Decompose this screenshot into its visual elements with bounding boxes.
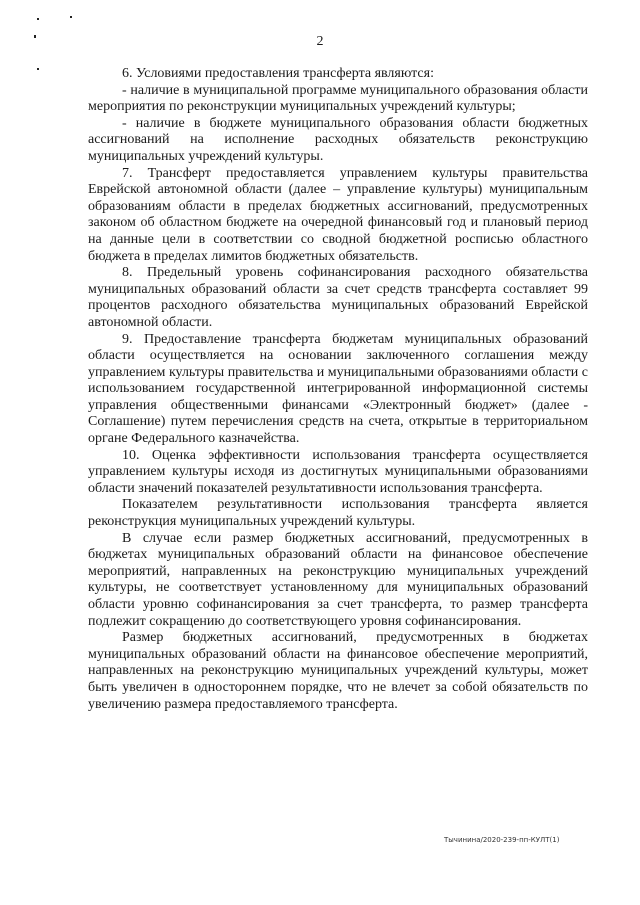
paragraph-condition-program: - наличие в муниципальной программе муниципального образования области мероприятия по реконструкции муниципальных учреждений культуры; — [88, 82, 588, 115]
scan-speck — [37, 18, 39, 20]
paragraph-increase: Размер бюджетных ассигнований, предусмотренных в бюджетах муниципальных образований области на финансовое обеспечение мероприятий, направленных на реконструкцию муниципальных учреждений культуры, может быть увеличен в одностороннем порядке, что не влечет за собой обязательств по увеличению размера предоставляемого трансферта. — [88, 630, 588, 712]
paragraph-clause-10: 10. Оценка эффективности использования трансферта осуществляется управлением культуры исходя из достигнутых муниципальными образованиями области значений показателей результативности использования трансферта. — [88, 447, 588, 496]
document-code: Тычинина/2020-239-пп-КУЛТ(1) — [444, 836, 560, 844]
scan-speck — [70, 16, 72, 18]
paragraph-clause-9: 9. Предоставление трансферта бюджетам муниципальных образований области осуществляется на основании заключенного соглашения между управлением культуры правительства и муниципальными образованиями области с использованием государственной интегрированной информационной системы управления общественными финансами «Электронный бюджет» (далее - Соглашение) путем перечисления средств на счета, открытые в территориальном органе Федерального казначейства. — [88, 331, 588, 447]
scan-speck — [37, 68, 39, 70]
paragraph-indicator: Показателем результативности использования трансферта является реконструкция муниципальных учреждений культуры. — [88, 497, 588, 530]
page-number: 2 — [316, 34, 324, 49]
paragraph-clause-7: 7. Трансферт предоставляется управлением культуры правительства Еврейской автономной области (далее – управление культуры) муниципальным образованиям области в пределах бюджетных ассигнований, предусмотренных законом об областном бюджете на очередной финансовый год и плановый период на данные цели в соответствии со сводной бюджетной росписью областного бюджета в пределах лимитов бюджетных обязательств. — [88, 165, 588, 264]
paragraph-condition-budget: - наличие в бюджете муниципального образования области бюджетных ассигнований на исполнение расходных обязательств реконструкцию муниципальных учреждений культуры. — [88, 115, 588, 164]
paragraph-clause-6: 6. Условиями предоставления трансферта являются: — [122, 66, 434, 81]
document-body — [88, 66, 588, 713]
paragraph-reduction: В случае если размер бюджетных ассигнований, предусмотренных в бюджетах муниципальных образований области на финансовое обеспечение мероприятий, направленных на реконструкцию муниципальных учреждений культуры, не соответствует установленному для муниципальных образований области уровню софинансирования за счет трансферта, то размер трансферта подлежит сокращению до соответствующего уровня софинансирования. — [88, 530, 588, 629]
paragraph-clause-8: 8. Предельный уровень софинансирования расходного обязательства муниципальных образований области за счет средств трансферта составляет 99 процентов расходного обязательства муниципальных образований Еврейской автономной области. — [88, 265, 588, 330]
